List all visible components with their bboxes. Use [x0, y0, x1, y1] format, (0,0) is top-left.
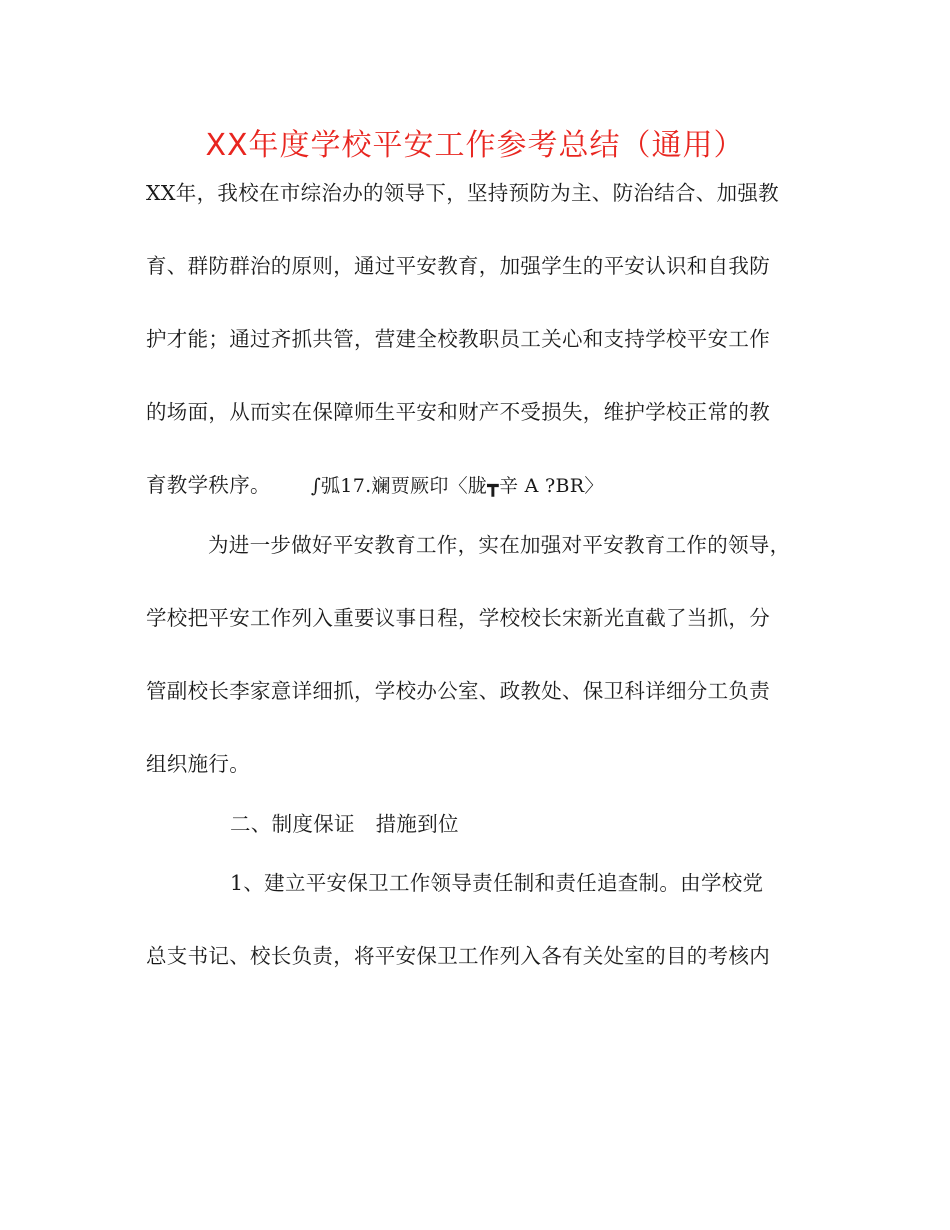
- paragraph-line: 组织施行。: [146, 752, 250, 776]
- paragraph-line: 总支书记、校长负责，将平安保卫工作列入各有关处室的目的考核内: [146, 944, 770, 968]
- paragraph-line: 1、建立平安保卫工作领导责任制和责任追查制。由学校党: [230, 871, 764, 895]
- paragraph-line: 学校把平安工作列入重要议事日程，学校校长宋新光直截了当抓，分: [146, 606, 770, 630]
- garbled-text: ∫弧17.斓贾厥印〈胧┳辛 A ?BR〉: [310, 475, 604, 497]
- paragraph-line: 育教学秩序。: [146, 473, 271, 497]
- paragraph-line: 管副校长李家意详细抓，学校办公室、政教处、保卫科详细分工负责: [146, 679, 770, 703]
- section-heading: 二、制度保证 措施到位: [230, 812, 459, 836]
- document-title: XX年度学校平安工作参考总结（通用）: [205, 128, 745, 163]
- paragraph-line: 护才能；通过齐抓共管，营建全校教职员工关心和支持学校平安工作: [146, 327, 770, 351]
- paragraph-line: XX年，我校在市综治办的领导下，坚持预防为主、防治结合、加强教: [146, 181, 779, 205]
- paragraph-line: 为进一步做好平安教育工作，实在加强对平安教育工作的领导，: [208, 533, 791, 557]
- paragraph-line: 的场面，从而实在保障师生平安和财产不受损失，维护学校正常的教: [146, 400, 770, 424]
- paragraph-line: 育、群防群治的原则，通过平安教育，加强学生的平安认识和自我防: [146, 254, 770, 278]
- paragraph-line-with-garbled-text: [146, 470, 604, 501]
